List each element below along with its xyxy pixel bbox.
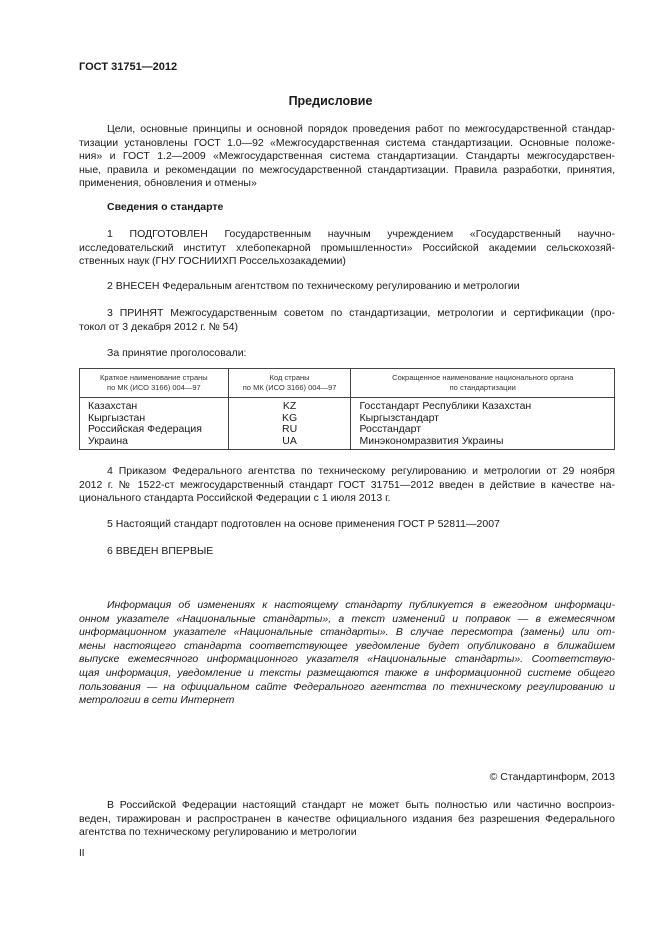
- item-3-line: 3 ПРИНЯТ Межгосударственным советом по стандартизации, метрологии и сертификации (про-: [107, 307, 615, 319]
- country-code: KZ: [282, 400, 297, 412]
- notice-line: выпуске ежемесячного информационного указателя «Национальные стандарты». Соответствую-: [79, 653, 615, 666]
- intro-line: ные, правила и рекомендации по межгосударственной стандартизации. Правила разработки, принятия,: [79, 163, 615, 176]
- page-number: II: [79, 848, 85, 859]
- table-header-row: [80, 369, 615, 398]
- page-title: Предисловие: [288, 94, 373, 108]
- standards-body: Госстандарт Республики Казахстан: [359, 400, 532, 412]
- intro-paragraph: [79, 123, 615, 191]
- code-cell: [228, 398, 351, 450]
- intro-line: ния» и ГОСТ 1.2—2009 «Межгосударственная система стандартизации. Стандарты межгосударствен-: [79, 150, 615, 163]
- notice-line: щая информация, уведомление и тексты размещаются также в информационной системе общего: [79, 666, 615, 679]
- header-text: Сокращенное наименование национального органа: [392, 373, 574, 382]
- intro-line: применения, обновления и отмены»: [79, 177, 257, 190]
- header-body: [351, 369, 615, 398]
- header-country: [80, 369, 229, 398]
- notice-line: информационном указателе «Национальные стандарты». В случае пересмотра (замены) или от-: [79, 626, 615, 639]
- document-header: ГОСТ 31751—2012: [79, 61, 178, 73]
- item-4-line: ционального стандарта Российской Федерации с 1 июля 2013 г.: [79, 492, 391, 505]
- item-4-line: 4 Приказом Федерального агентства по техническому регулированию и метрологии от 29 ноября: [107, 465, 615, 477]
- item-5: [79, 518, 615, 532]
- voted-label: [79, 347, 615, 361]
- intro-line: Цели, основные принципы и основной порядок проведения работ по межгосударственной стандар-: [107, 123, 615, 135]
- country-name: Кыргызстан: [88, 411, 146, 424]
- rights-line: агентства по техническому регулированию и метрологии: [79, 826, 357, 839]
- rights-paragraph: [79, 799, 615, 840]
- notice-line: пользования — на официальном сайте Федерального агентства по техническому регулированию и: [79, 680, 615, 693]
- header-code: [228, 369, 351, 398]
- item-5-line: 5 Настоящий стандарт подготовлен на основе применения ГОСТ Р 52811—2007: [107, 518, 500, 530]
- notice-line: мены настоящего стандарта соответствующее уведомление будет опубликовано в ближайшем: [79, 639, 615, 652]
- rights-line: В Российской Федерации настоящий стандарт не может быть полностью или частично воспроиз-: [107, 799, 615, 811]
- standards-body: Кыргызстандарт: [359, 411, 439, 424]
- item-1-line: исследовательский институт хлебопекарной промышленности» Российской академии сельскохозяй-: [79, 241, 615, 254]
- item-2-line: 2 ВНЕСЕН Федеральным агентством по техническому регулированию и метрологии: [107, 280, 520, 292]
- item-2: [79, 280, 615, 294]
- table-row: [80, 398, 615, 450]
- item-6-line: 6 ВВЕДЕН ВПЕРВЫЕ: [107, 545, 214, 557]
- rights-line: веден, тиражирован и распространен в качестве официального издания без разрешения Федерального: [79, 812, 615, 825]
- item-4: [79, 465, 615, 506]
- item-1: [79, 228, 615, 269]
- country-name: Российская Федерация: [88, 423, 202, 435]
- item-3: [79, 307, 615, 334]
- item-1-line: ственных наук (ГНУ ГОСНИИХП Россельхозакадемии): [79, 255, 346, 268]
- header-text: по МК (ИСО 3166) 004—97: [107, 383, 201, 392]
- country-code: KG: [282, 411, 298, 424]
- country-name: Украина: [88, 434, 128, 447]
- info-heading: Сведения о стандарте: [107, 201, 224, 213]
- country-name: Казахстан: [88, 400, 138, 412]
- header-text: Краткое наименование страны: [100, 373, 208, 382]
- item-4-line: 2012 г. № 1522-ст межгосударственный стандарт ГОСТ 31751—2012 введен в действие в качестве на-: [79, 478, 615, 491]
- notice-line: Информация об изменениях к настоящему стандарту публикуется в ежегодном информаци-: [107, 599, 615, 611]
- header-text: по стандартизации: [449, 383, 516, 392]
- notice-line: метрологии в сети Интернет: [79, 694, 235, 707]
- item-3-line: токол от 3 декабря 2012 г. № 54): [79, 320, 238, 333]
- item-1-line: 1 ПОДГОТОВЛЕН Государственным научным учреждением «Государственный научно-: [107, 228, 615, 240]
- header-text: Код страны: [269, 373, 310, 382]
- header-text: по МК (ИСО 3166) 004—97: [242, 383, 337, 392]
- country-code: UA: [282, 434, 297, 447]
- country-code: RU: [282, 423, 298, 435]
- amendments-notice: [79, 599, 615, 708]
- voted-label-text: За принятие проголосовали:: [107, 347, 247, 359]
- notice-line: онном указателе «Национальные стандарты», а текст изменений и поправок — в ежемесячном: [79, 612, 615, 625]
- intro-line: тизации установлены ГОСТ 1.0—92 «Межгосударственная система стандартизации. Основные положе-: [79, 136, 615, 149]
- copyright-line: © Стандартинформ, 2013: [489, 771, 615, 783]
- country-cell: [80, 398, 229, 450]
- standards-body: Росстандарт: [359, 423, 422, 435]
- body-cell: [351, 398, 615, 450]
- standards-body: Минэкономразвития Украины: [359, 434, 504, 447]
- voting-table: [79, 368, 615, 450]
- item-6: [79, 545, 615, 559]
